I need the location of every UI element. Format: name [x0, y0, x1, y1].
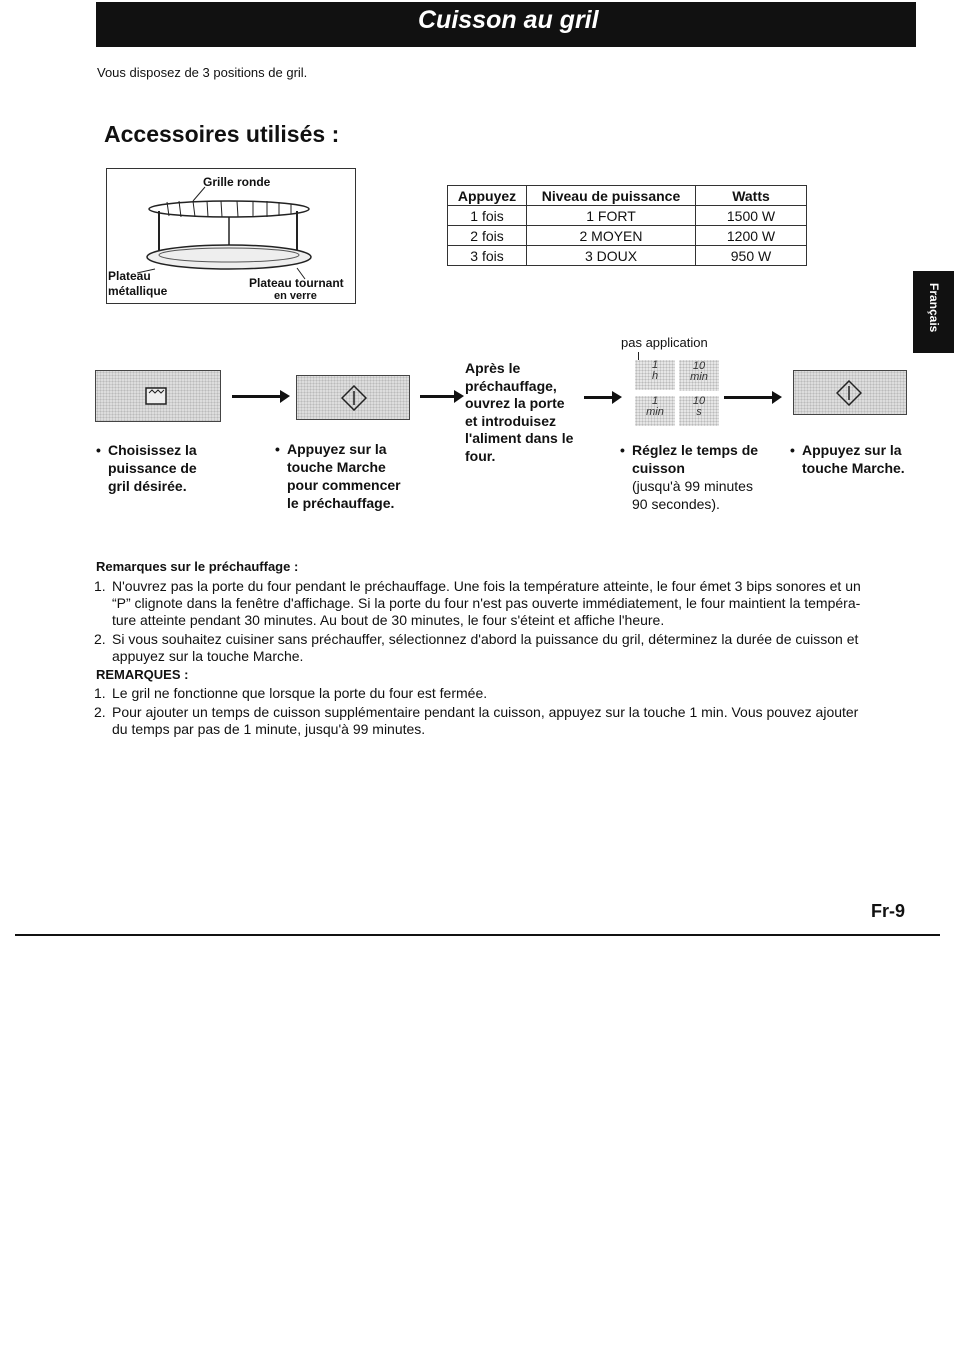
list-number: 2.	[94, 704, 106, 720]
rack-label: Grille ronde	[203, 175, 271, 189]
caption-line: l'aliment dans le	[465, 430, 574, 446]
col-header: Niveau de puissance	[527, 186, 696, 206]
list-number: 2.	[94, 631, 106, 647]
table-cell: 950 W	[696, 246, 807, 266]
table-cell: 3 fois	[448, 246, 527, 266]
remark-line: appuyez sur la touche Marche.	[112, 648, 304, 664]
preheat-remark-2	[94, 631, 859, 665]
caption-line: Appuyez sur la	[287, 441, 387, 457]
table-cell: 1500 W	[696, 206, 807, 226]
arrow-icon	[420, 395, 456, 398]
key-top: 10	[692, 360, 706, 372]
arrow-icon	[584, 396, 614, 399]
table-row	[448, 246, 807, 266]
key-bottom: s	[696, 406, 702, 418]
table-row	[448, 226, 807, 246]
glass-label-1: Plateau tournant	[249, 276, 344, 290]
key-1min	[635, 396, 675, 426]
pas-application-label: pas application	[621, 335, 708, 350]
table-cell: 2 fois	[448, 226, 527, 246]
remark-1	[94, 685, 488, 702]
arrow-icon	[232, 395, 282, 398]
table-cell: 3 DOUX	[527, 246, 696, 266]
caption-line: préchauffage,	[465, 377, 557, 394]
caption-line: Appuyez sur la	[802, 442, 902, 458]
intro-text: Vous disposez de 3 positions de gril.	[97, 65, 308, 80]
start-button	[793, 370, 907, 415]
key-bottom: min	[646, 406, 664, 418]
table-cell: 2 MOYEN	[527, 226, 696, 246]
caption-line: touche Marche	[287, 459, 386, 475]
preheat-remark-1	[94, 578, 861, 629]
step-2-caption: • Appuyez sur la touche Marche pour commencer le préchauffage.	[275, 441, 401, 511]
key-top: 1	[651, 359, 659, 371]
col-header: Appuyez	[448, 186, 527, 206]
remark-line: Le gril ne fonctionne que lorsque la porte du four est fermée.	[112, 685, 488, 701]
caption-line: (jusqu'à 99 minutes	[632, 478, 753, 494]
tray-label-1: Plateau	[108, 269, 151, 283]
key-1h	[635, 360, 675, 390]
key-10s	[679, 396, 719, 426]
remark-line: ture atteinte pendant 30 minutes. Au bout de 30 minutes, le four s'éteint et affiche l'heure.	[112, 612, 665, 628]
page-title: Cuisson au gril	[418, 6, 599, 34]
power-table	[447, 185, 807, 266]
glass-label-2: en verre	[274, 290, 317, 302]
language-tab-label: Français	[927, 283, 941, 333]
table-header-row	[448, 186, 807, 206]
remark-2	[94, 704, 859, 738]
grill-icon	[145, 387, 167, 405]
step-1-caption: • Choisissez la puissance de gril désirée.	[96, 442, 197, 494]
col-header: Watts	[696, 186, 807, 206]
start-icon	[836, 380, 862, 406]
table-cell: 1200 W	[696, 226, 807, 246]
step-3-caption	[465, 360, 573, 465]
list-number: 1.	[94, 685, 106, 701]
remark-line: N'ouvrez pas la porte du four pendant le préchauffage. Une fois la température atteinte, le four émet 3 bips sonores et un	[112, 578, 861, 594]
key-top: 10	[692, 395, 706, 407]
caption-line: ouvrez la porte	[465, 395, 565, 411]
remark-line: “P” clignote dans la fenêtre d'affichage. Si la porte du four n'est pas ouverte immédiatement, le four maintient la tempéra-	[112, 595, 861, 611]
caption-line: cuisson	[632, 460, 685, 476]
remark-line: Si vous souhaitez cuisiner sans préchauffer, sélectionnez d'abord la puissance du gril, déterminez la durée de cuisson et	[112, 631, 859, 647]
table-cell: 1 FORT	[527, 206, 696, 226]
start-icon	[341, 385, 367, 411]
arrow-icon	[724, 396, 774, 399]
caption-line: gril désirée.	[108, 478, 187, 494]
remark-line: du temps par pas de 1 minute, jusqu'à 99 minutes.	[112, 721, 426, 737]
grill-button	[95, 370, 221, 422]
key-bottom: min	[690, 371, 708, 383]
step-5-caption: • Appuyez sur la touche Marche.	[790, 442, 905, 476]
remarks-heading: REMARQUES :	[96, 667, 189, 682]
caption-line: le préchauffage.	[287, 495, 395, 511]
page-number: Fr-9	[871, 901, 906, 921]
bottom-divider	[15, 934, 940, 936]
time-keypad	[635, 360, 731, 430]
caption-line: puissance de	[108, 460, 197, 476]
accessories-diagram	[106, 168, 356, 304]
caption-line: touche Marche.	[802, 460, 905, 476]
title-bar	[96, 2, 916, 47]
caption-line: pour commencer	[287, 477, 401, 493]
caption-line: Réglez le temps de	[632, 442, 759, 458]
start-button	[296, 375, 410, 420]
key-top: 1	[651, 395, 659, 407]
key-bottom: h	[651, 370, 659, 382]
accessories-heading: Accessoires utilisés :	[104, 121, 340, 147]
table-row	[448, 206, 807, 226]
tray-label-2: métallique	[108, 284, 168, 298]
key-10min	[679, 360, 719, 391]
caption-line: et introduisez	[465, 412, 557, 429]
remark-line: Pour ajouter un temps de cuisson supplémentaire pendant la cuisson, appuyez sur la touche 1 min. Vous pouvez ajouter	[112, 704, 859, 720]
preheat-remarks-heading: Remarques sur le préchauffage :	[96, 559, 299, 574]
step-4-caption: • Réglez le temps de cuisson (jusqu'à 99 minutes 90 secondes).	[620, 442, 759, 512]
caption-line: Après le	[465, 360, 521, 376]
table-cell: 1 fois	[448, 206, 527, 226]
caption-line: 90 secondes).	[632, 496, 720, 512]
caption-line: four.	[465, 447, 496, 464]
language-tab	[913, 271, 954, 353]
list-number: 1.	[94, 578, 106, 594]
caption-line: Choisissez la	[108, 442, 197, 458]
